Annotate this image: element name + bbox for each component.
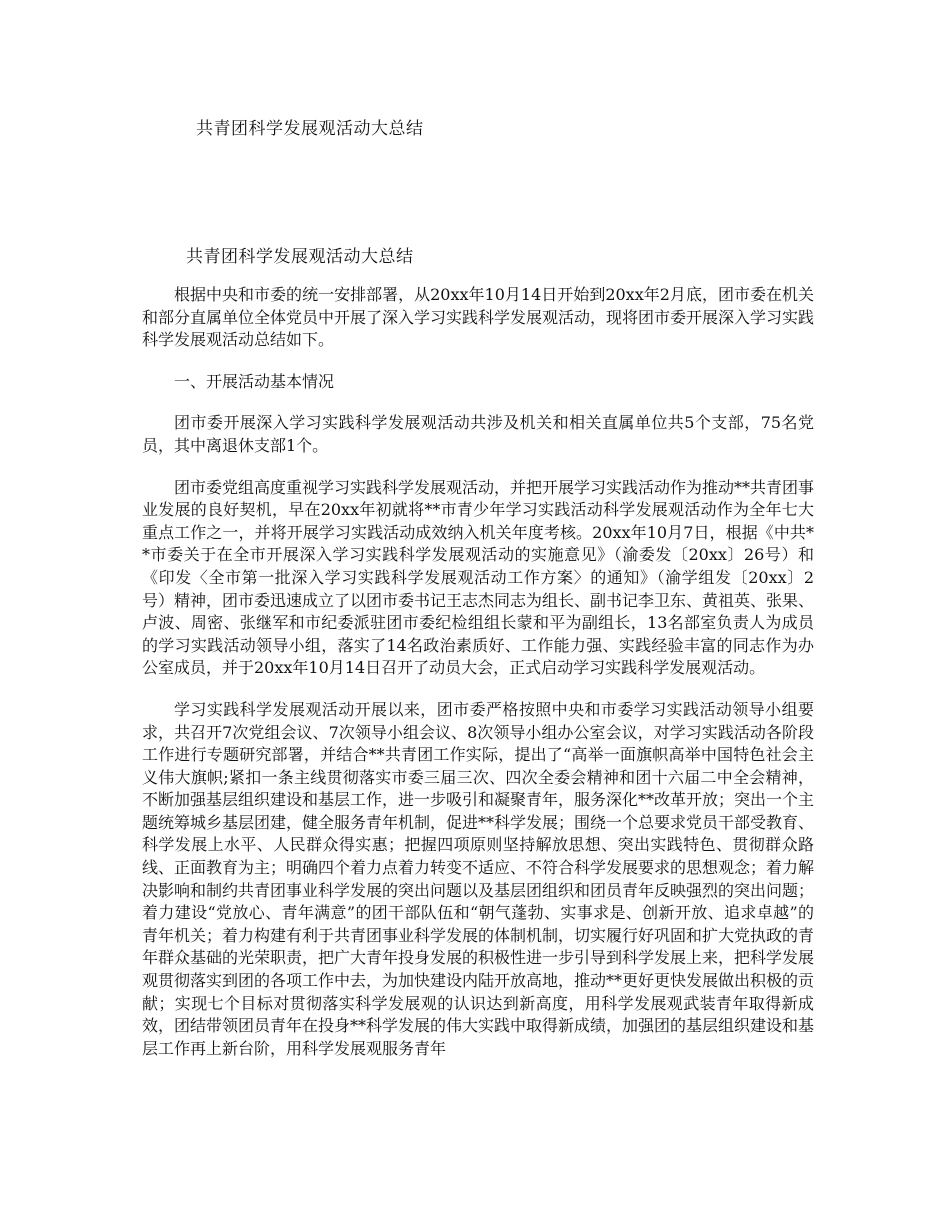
paragraph-implementation: 学习实践科学发展观活动开展以来，团市委严格按照中央和市委学习实践活动领导小组要求，共召开7次党组会议、7次领导小组会议、8次领导小组办公室会议，对学习实践活动各阶段工作进行专题研究部署，并结合**共青团工作实际，提出了“高举一面旗帜高举中国特色社会主义伟大旗帜;紧扣一条主线贯彻落实市委三届三次、四次全委会精神和团十六届二中全会精神，不断加强基层组织建设和基层工作，进一步吸引和凝聚青年，服务深化**改革开放；突出一个主题统筹城乡基层团建，健全服务青年机制，促进**科学发展；围绕一个总要求党员干部受教育、科学发展上水平、人民群众得实惠；把握四项原则坚持解放思想、突出实践特色、贯彻群众路线、正面教育为主；明确四个着力点着力转变不适应、不符合科学发展要求的思想观念；着力解决影响和制约共青团事业科学发展的突出问题以及基层团组织和团员青年反映强烈的突出问题；着力建设“党放心、青年满意”的团干部队伍和“朝气蓬勃、实事求是、创新开放、追求卓越”的青年机关；着力构建有利于共青团事业科学发展的体制机制，切实履行好巩固和扩大党执政的青年群众基础的光荣职责，把广大青年投身发展的积极性进一步引导到科学发展上来，把科学发展观贯彻落实到团的各项工作中去，为加快建设内陆开放高地，推动**更好更快发展做出积极的贡献；实现七个目标对贯彻落实科学发展观的认识达到新高度，用科学发展观武装青年取得新成效，团结带领团员青年在投身**科学发展的伟大实践中取得新成绩，加强团的基层组织建设和基层工作再上新台阶，用科学发展观服务青年 bbox=[142, 699, 815, 1058]
document-title: 共青团科学发展观活动大总结 bbox=[186, 247, 414, 267]
page-header-title: 共青团科学发展观活动大总结 bbox=[196, 119, 424, 139]
document-body bbox=[142, 284, 814, 1079]
paragraph-organization: 团市委党组高度重视学习实践科学发展观活动，并把开展学习实践活动作为推动**共青团事业发展的良好契机，早在20xx年初就将**市青少年学习实践活动科学发展观活动作为全年七大重点工作之一，并将开展学习实践活动成效纳入机关年度考核。20xx年10月7日，根据《中共**市委关于在全市开展深入学习实践科学发展观活动的实施意见》（渝委发〔20xx〕26号）和《印发〈全市第一批深入学习实践科学发展观活动工作方案〉的通知》（渝学组发〔20xx〕2号）精神，团市委迅速成立了以团市委书记王志杰同志为组长、副书记李卫东、黄祖英、张果、卢波、周密、张继军和市纪委派驻团市委纪检组组长蒙和平为副组长，13名部室负责人为成员的学习实践活动领导小组，落实了14名政治素质好、工作能力强、实践经验丰富的同志作为办公室成员，并于20xx年10月14日召开了动员大会，正式启动学习实践科学发展观活动。 bbox=[142, 477, 815, 678]
paragraph-scope: 团市委开展深入学习实践科学发展观活动共涉及机关和相关直属单位共5个支部，75名党员，其中离退休支部1个。 bbox=[142, 413, 814, 455]
section-heading: 一、开展活动基本情况 bbox=[174, 371, 335, 391]
paragraph-intro: 根据中央和市委的统一安排部署，从20xx年10月14日开始到20xx年2月底，团市委在机关和部分直属单位全体党员中开展了深入学习实践科学发展观活动，现将团市委开展深入学习实践科学发展观活动总结如下。 bbox=[142, 285, 815, 350]
